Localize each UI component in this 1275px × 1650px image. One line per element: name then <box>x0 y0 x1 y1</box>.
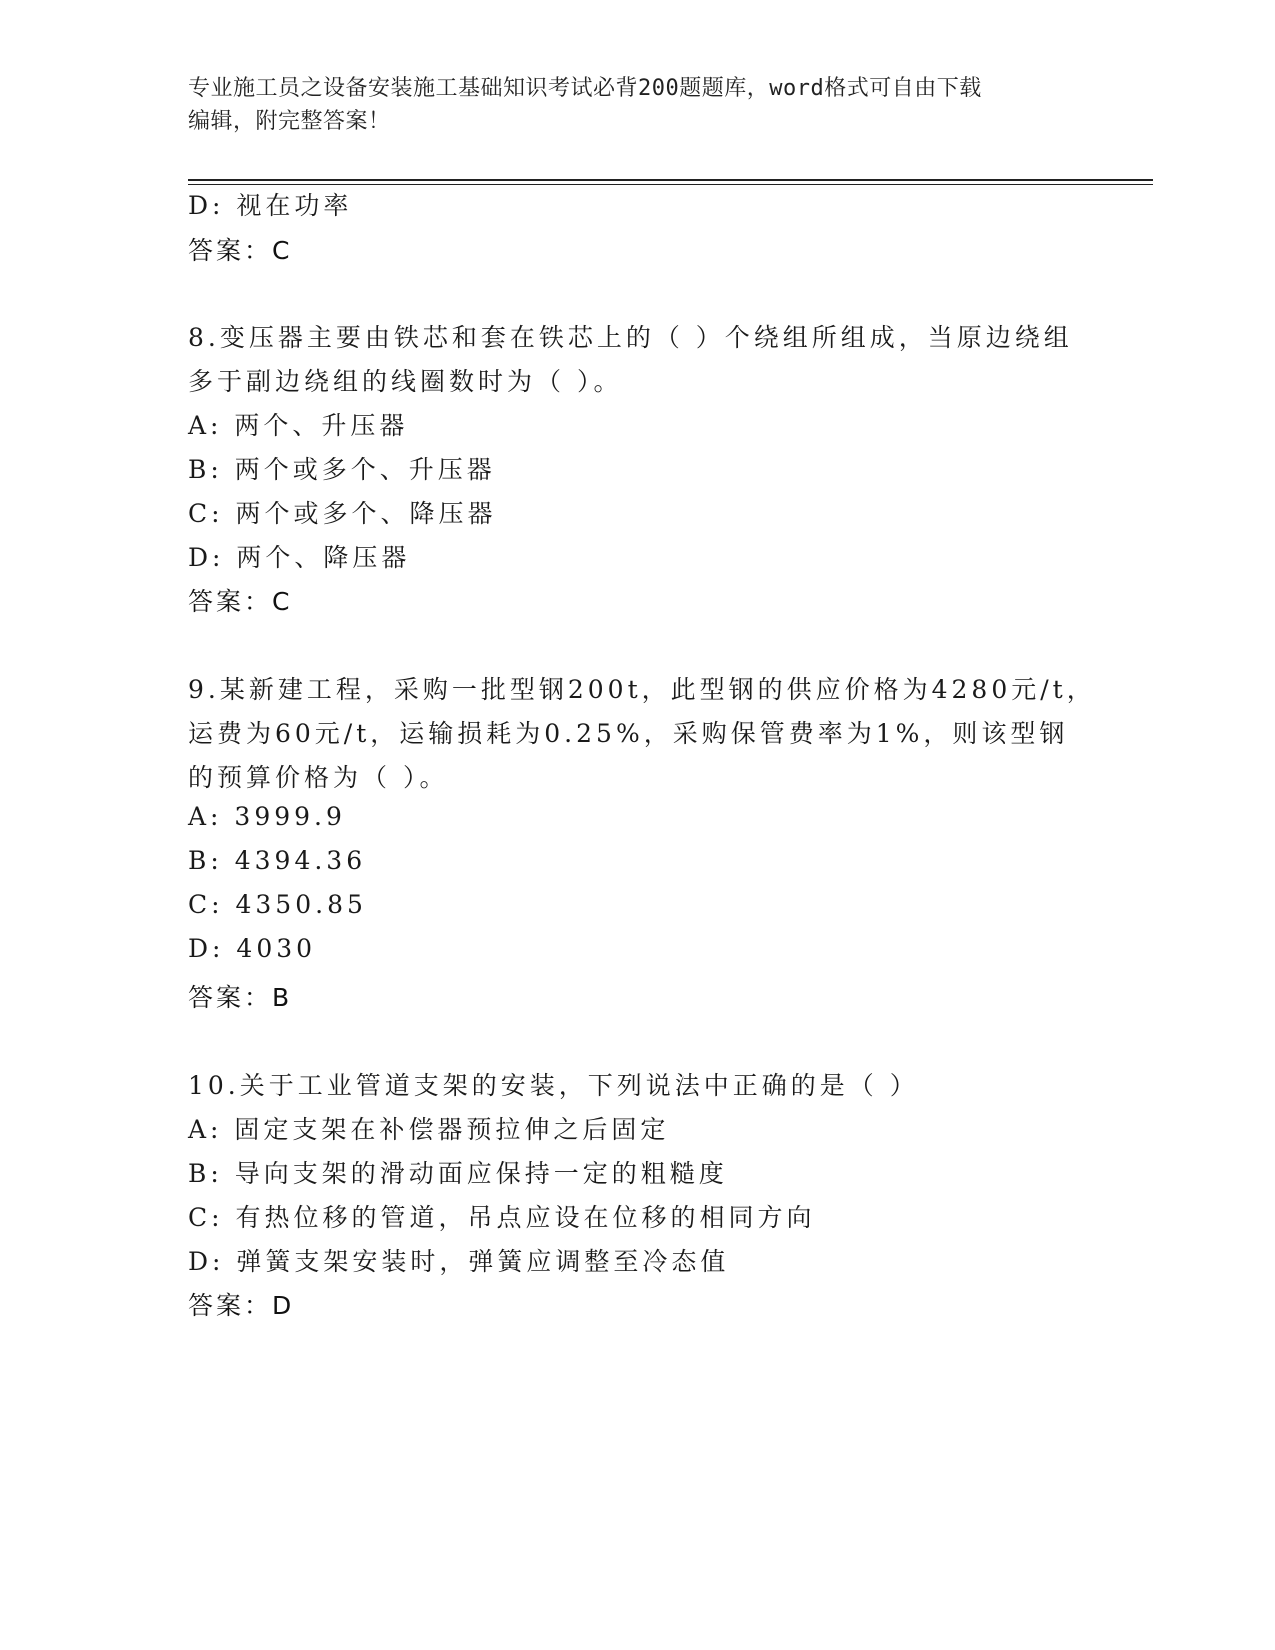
header-title-line-2: 编辑，附完整答案！ <box>188 109 391 134</box>
header-divider-thick <box>188 179 1153 181</box>
option-b: B: 4394.36 <box>188 846 367 875</box>
option-c: C: 4350.85 <box>188 890 367 919</box>
question-stem-line: 运费为60元/t，运输损耗为0.25%，采购保管费率为1%，则该型钢 <box>188 719 1069 748</box>
option-c: C: 两个或多个、降压器 <box>188 499 497 528</box>
question-stem-line: 的预算价格为（ ）。 <box>188 763 449 792</box>
option-d: D: 弹簧支架安装时，弹簧应调整至冷态值 <box>188 1247 730 1276</box>
option-a: A: 固定支架在补偿器预拉伸之后固定 <box>188 1115 670 1144</box>
header-title-line-1: 专业施工员之设备安装施工基础知识考试必背200题题库，word格式可自由下载 <box>188 76 982 101</box>
header-divider-thin <box>188 184 1153 185</box>
option-d: D: 视在功率 <box>188 191 353 220</box>
option-b: B: 两个或多个、升压器 <box>188 455 496 484</box>
option-d: D: 4030 <box>188 934 317 963</box>
option-b: B: 导向支架的滑动面应保持一定的粗糙度 <box>188 1159 728 1188</box>
option-c: C: 有热位移的管道，吊点应设在位移的相同方向 <box>188 1203 816 1232</box>
question-stem-line: 10.关于工业管道支架的安装，下列说法中正确的是（ ） <box>188 1071 919 1100</box>
document-header <box>188 72 1068 138</box>
option-d: D: 两个、降压器 <box>188 543 411 572</box>
option-a: A: 两个、升压器 <box>188 411 409 440</box>
option-a: A: 3999.9 <box>188 802 346 831</box>
question-stem-line: 8.变压器主要由铁芯和套在铁芯上的（ ）个绕组所组成，当原边绕组 <box>188 323 1073 352</box>
question-stem-line: 9.某新建工程，采购一批型钢200t，此型钢的供应价格为4280元/t， <box>188 675 1096 704</box>
answer-line: 答案：C <box>188 587 293 616</box>
answer-line: 答案：C <box>188 236 293 265</box>
answer-line: 答案：D <box>188 1291 295 1320</box>
question-stem-line: 多于副边绕组的线圈数时为（ ）。 <box>188 367 623 396</box>
answer-line: 答案：B <box>188 983 293 1012</box>
